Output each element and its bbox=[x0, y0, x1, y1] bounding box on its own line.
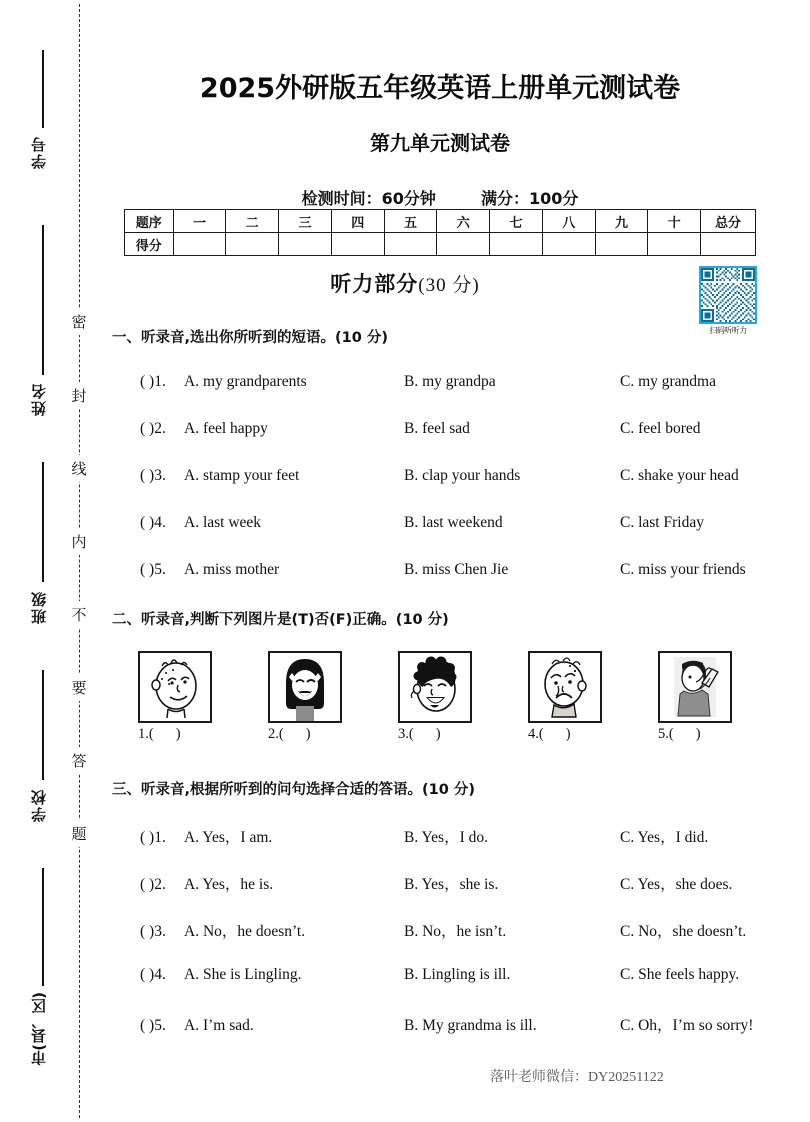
picture-number-5: 5. bbox=[658, 726, 669, 742]
section-3-question-5[interactable] bbox=[140, 1013, 800, 1035]
picture-item-2 bbox=[268, 651, 348, 743]
score-value-3[interactable] bbox=[279, 233, 332, 256]
answer-blank-1-4[interactable]: ( )4. bbox=[140, 514, 166, 531]
seal-label-school: 学校 bbox=[30, 788, 48, 822]
option-a[interactable]: A. No，he doesn’t. bbox=[184, 923, 306, 940]
score-col-7: 七 bbox=[490, 210, 543, 233]
seal-rule bbox=[42, 225, 44, 375]
score-col-10: 十 bbox=[648, 210, 701, 233]
seal-char-yao: 要 bbox=[64, 674, 94, 701]
answer-blank-1-2[interactable]: ( )2. bbox=[140, 420, 166, 437]
exam-total-score: 满分：100分 bbox=[481, 189, 579, 208]
section-3-heading: 三、听录音,根据所听到的问句选择合适的答语。(10 分) bbox=[112, 782, 475, 798]
section-3-question-3[interactable] bbox=[140, 919, 800, 941]
answer-blank-3-2[interactable]: ( )2. bbox=[140, 876, 166, 893]
picture-answer-3[interactable]: 3.( ) bbox=[398, 726, 441, 742]
option-a[interactable]: A. I’m sad. bbox=[184, 1017, 254, 1034]
section-3-question-1[interactable] bbox=[140, 825, 800, 847]
answer-blank-3-3[interactable]: ( )3. bbox=[140, 923, 166, 940]
picture-frame bbox=[138, 651, 212, 723]
option-a[interactable]: A. Yes，he is. bbox=[184, 876, 274, 893]
score-table-row-label-score: 得分 bbox=[125, 233, 174, 256]
score-value-4[interactable] bbox=[331, 233, 384, 256]
listening-qr-block[interactable] bbox=[697, 266, 759, 336]
option-c[interactable]: C. Oh，I’m so sorry! bbox=[620, 1017, 754, 1034]
picture-answer-2[interactable]: 2.( ) bbox=[268, 726, 311, 742]
option-a[interactable]: A. feel happy bbox=[184, 420, 268, 437]
option-c[interactable]: C. last Friday bbox=[620, 514, 704, 531]
option-b[interactable]: B. My grandma is ill. bbox=[404, 1017, 537, 1034]
seal-label-name: 姓名 bbox=[30, 382, 48, 416]
listening-part-title: 听力部分 bbox=[330, 272, 419, 296]
score-value-8[interactable] bbox=[542, 233, 595, 256]
picture-item-5 bbox=[658, 651, 738, 743]
score-col-total: 总分 bbox=[701, 210, 756, 233]
seal-char-bu: 不 bbox=[64, 601, 94, 628]
picture-answer-5[interactable]: 5.( ) bbox=[658, 726, 701, 742]
option-c[interactable]: C. my grandma bbox=[620, 373, 716, 390]
score-col-1: 一 bbox=[173, 210, 226, 233]
score-col-5: 五 bbox=[384, 210, 437, 233]
seal-char-ti: 题 bbox=[64, 820, 94, 847]
option-b[interactable]: B. feel sad bbox=[404, 420, 470, 437]
seal-char-da: 答 bbox=[64, 747, 94, 774]
smiling-boy-face-icon bbox=[140, 653, 210, 721]
picture-number-3: 3. bbox=[398, 726, 409, 742]
picture-number-1: 1. bbox=[138, 726, 149, 742]
seal-label-student-id: 学号 bbox=[30, 135, 48, 169]
answer-blank-3-5[interactable]: ( )5. bbox=[140, 1017, 166, 1034]
seal-dashed-line bbox=[79, 4, 80, 1118]
score-value-1[interactable] bbox=[173, 233, 226, 256]
picture-answer-1[interactable]: 1.( ) bbox=[138, 726, 181, 742]
option-b[interactable]: B. Yes，she is. bbox=[404, 876, 499, 893]
picture-answer-4[interactable]: 4.( ) bbox=[528, 726, 571, 742]
listening-part-banner bbox=[100, 268, 710, 298]
picture-item-4 bbox=[528, 651, 608, 743]
seal-rule bbox=[42, 868, 44, 986]
answer-blank-1-5[interactable]: ( )5. bbox=[140, 561, 166, 578]
seal-rule bbox=[42, 50, 44, 128]
option-c[interactable]: C. miss your friends bbox=[620, 561, 746, 578]
answer-blank-3-4[interactable]: ( )4. bbox=[140, 966, 166, 983]
picture-frame bbox=[268, 651, 342, 723]
score-value-6[interactable] bbox=[437, 233, 490, 256]
footer-watermark: 落叶老师微信：DY20251122 bbox=[490, 1070, 664, 1085]
table-row-question-numbers bbox=[125, 210, 756, 233]
person-drinking-icon bbox=[660, 653, 730, 721]
option-c[interactable]: C. feel bored bbox=[620, 420, 701, 437]
picture-strip bbox=[130, 651, 790, 751]
answer-blank-3-1[interactable]: ( )1. bbox=[140, 829, 166, 846]
seal-char-feng: 封 bbox=[64, 382, 94, 409]
score-value-total[interactable] bbox=[701, 233, 756, 256]
seal-label-city-district: 市(县、区) bbox=[30, 992, 48, 1066]
option-b[interactable]: B. Yes，I do. bbox=[404, 829, 488, 846]
score-value-10[interactable] bbox=[648, 233, 701, 256]
laughing-girl-face-icon bbox=[270, 653, 340, 721]
option-b[interactable]: B. last weekend bbox=[404, 514, 503, 531]
score-value-2[interactable] bbox=[226, 233, 279, 256]
option-a[interactable]: A. my grandparents bbox=[184, 373, 307, 390]
section-1-question-2[interactable] bbox=[140, 420, 800, 438]
score-col-2: 二 bbox=[226, 210, 279, 233]
exam-duration: 检测时间：60分钟 bbox=[301, 189, 436, 208]
score-col-8: 八 bbox=[542, 210, 595, 233]
curly-hair-boy-laughing-icon bbox=[400, 653, 470, 721]
section-1-question-5[interactable] bbox=[140, 561, 800, 579]
score-col-6: 六 bbox=[437, 210, 490, 233]
option-b[interactable]: B. clap your hands bbox=[404, 467, 521, 484]
option-c[interactable]: C. Yes，she does. bbox=[620, 876, 733, 893]
section-3-question-2[interactable] bbox=[140, 872, 800, 894]
section-1-question-4[interactable] bbox=[140, 514, 800, 532]
picture-number-4: 4. bbox=[528, 726, 539, 742]
section-1-question-1[interactable] bbox=[140, 373, 800, 391]
section-1-heading: 一、听录音,选出你所听到的短语。(10 分) bbox=[112, 330, 388, 346]
score-value-7[interactable] bbox=[490, 233, 543, 256]
listening-part-points: (30 分) bbox=[418, 275, 480, 296]
seal-rule bbox=[42, 670, 44, 780]
option-c[interactable]: C. She feels happy. bbox=[620, 966, 740, 983]
option-a[interactable]: A. last week bbox=[184, 514, 262, 531]
table-row-scores bbox=[125, 233, 756, 256]
option-c[interactable]: C. shake your head bbox=[620, 467, 739, 484]
picture-frame bbox=[398, 651, 472, 723]
option-c[interactable]: C. No，she doesn’t. bbox=[620, 923, 747, 940]
score-value-5[interactable] bbox=[384, 233, 437, 256]
exam-info-line bbox=[100, 186, 780, 209]
seal-char-xian: 线 bbox=[64, 455, 94, 482]
score-col-3: 三 bbox=[279, 210, 332, 233]
option-a[interactable]: A. She is Lingling. bbox=[184, 966, 302, 983]
option-b[interactable]: B. my grandpa bbox=[404, 373, 496, 390]
answer-blank-1-3[interactable]: ( )3. bbox=[140, 467, 166, 484]
seal-char-nei: 内 bbox=[64, 528, 94, 555]
seal-label-class: 班级 bbox=[30, 590, 48, 624]
option-a[interactable]: A. Yes，I am. bbox=[184, 829, 273, 846]
qr-code-icon[interactable] bbox=[699, 266, 757, 324]
section-2-heading: 二、听录音,判断下列图片是(T)否(F)正确。(10 分) bbox=[112, 612, 449, 628]
qr-code-matrix bbox=[701, 268, 755, 322]
seal-margin bbox=[0, 0, 100, 1122]
picture-number-2: 2. bbox=[268, 726, 279, 742]
seal-rule bbox=[42, 462, 44, 582]
option-c[interactable]: C. Yes，I did. bbox=[620, 829, 709, 846]
option-b[interactable]: B. No，he isn’t. bbox=[404, 923, 507, 940]
score-value-9[interactable] bbox=[595, 233, 648, 256]
picture-item-3 bbox=[398, 651, 478, 743]
option-a[interactable]: A. miss mother bbox=[184, 561, 280, 578]
option-a[interactable]: A. stamp your feet bbox=[184, 467, 300, 484]
section-3-question-4[interactable] bbox=[140, 966, 800, 984]
seal-char-mi: 密 bbox=[64, 308, 94, 335]
qr-caption: 扫码听听力 bbox=[709, 326, 747, 335]
picture-frame bbox=[658, 651, 732, 723]
score-col-9: 九 bbox=[595, 210, 648, 233]
score-col-4: 四 bbox=[331, 210, 384, 233]
answer-blank-1-1[interactable]: ( )1. bbox=[140, 373, 166, 390]
score-table bbox=[124, 209, 756, 256]
picture-item-1 bbox=[138, 651, 218, 743]
section-1-question-3[interactable] bbox=[140, 467, 800, 485]
option-b[interactable]: B. Lingling is ill. bbox=[404, 966, 511, 983]
score-table-row-label-order: 题序 bbox=[125, 210, 174, 233]
page-subtitle: 第九单元测试卷 bbox=[370, 131, 510, 155]
page-title: 2025外研版五年级英语上册单元测试卷 bbox=[199, 73, 681, 104]
picture-frame bbox=[528, 651, 602, 723]
exam-sheet bbox=[100, 0, 810, 1122]
option-b[interactable]: B. miss Chen Jie bbox=[404, 561, 509, 578]
seal-outer-column bbox=[28, 0, 58, 1122]
sad-crying-face-icon bbox=[530, 653, 600, 721]
